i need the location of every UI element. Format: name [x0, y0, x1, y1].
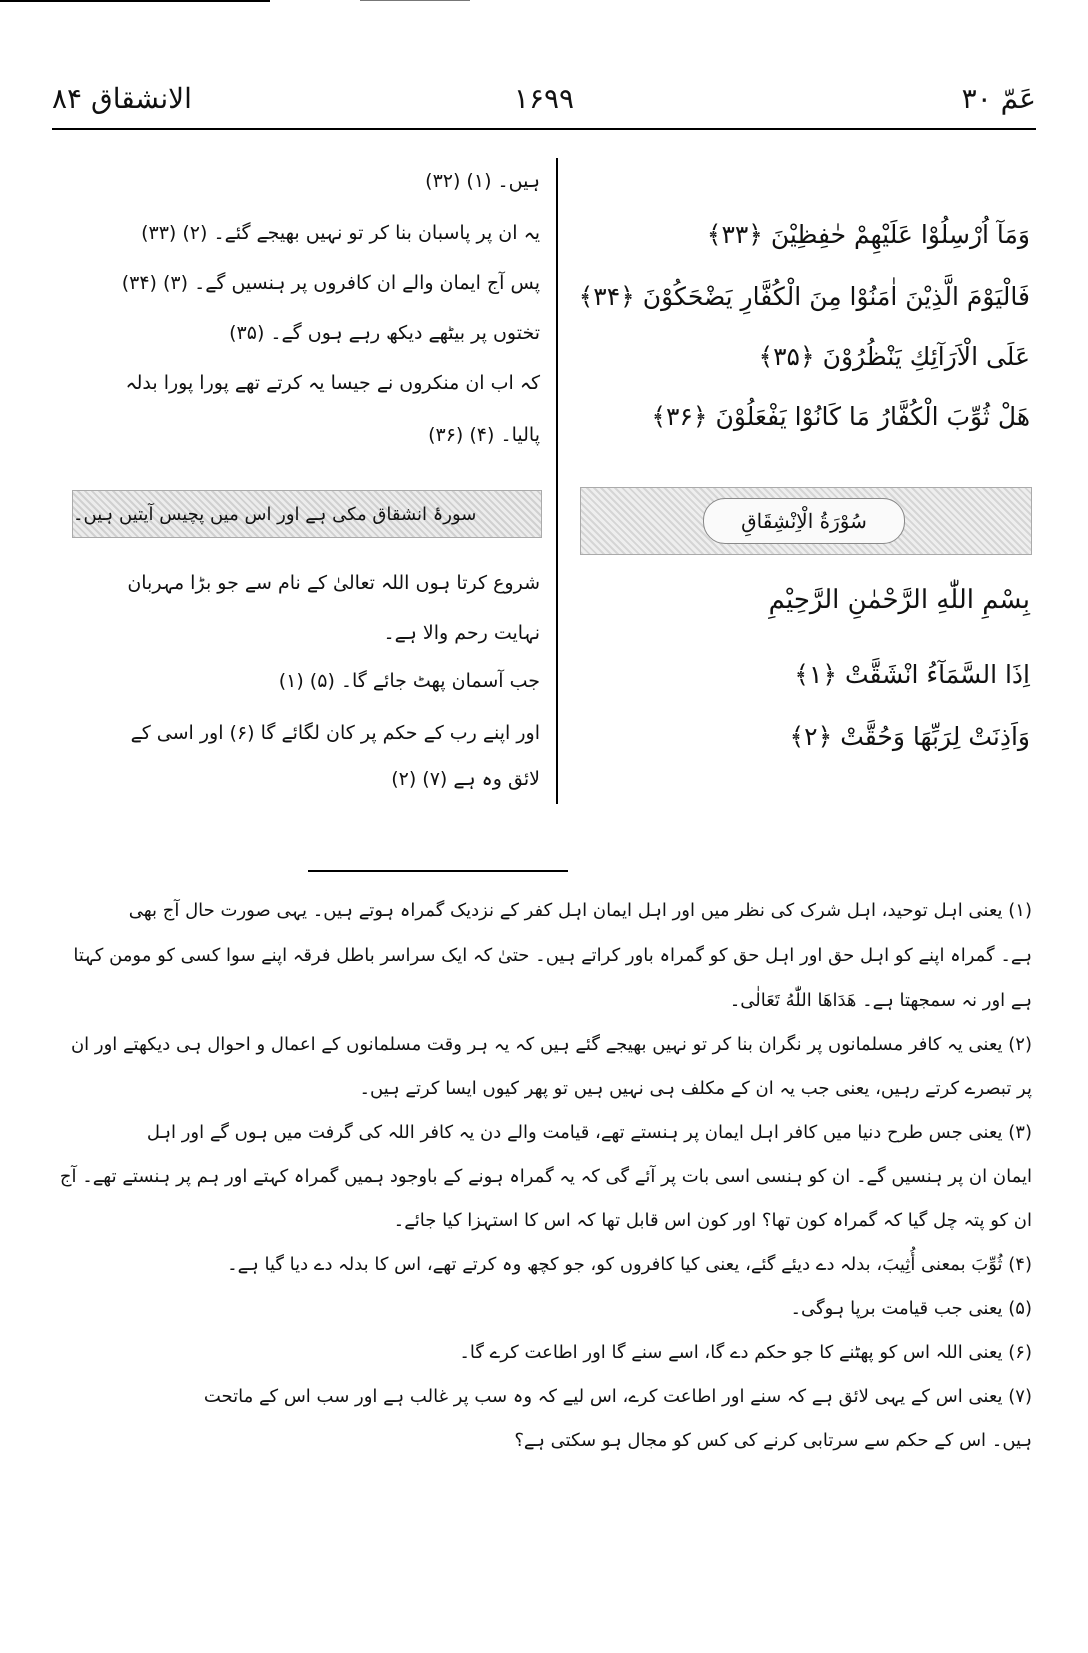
footnote-line: (۱) یعنی اہل توحید، اہل شرک کی نظر میں اور اہل ایمان اہل کفر کے نزدیک گمراہ ہوتے ہیں۔ یہی صورت حال آج بھی [128, 900, 1032, 921]
page-header [52, 82, 1036, 122]
footnote-line: (۴) ثُوِّبَ بمعنی أُثِيبَ، بدلہ دے دیئے گئے، یعنی کیا کافروں کو، جو کچھ وہ کرتے تھے، اس کا بدلہ دے دیا گیا ہے۔ [227, 1254, 1032, 1275]
footnote-line: (۶) یعنی اللہ اس کو پھٹنے کا جو حکم دے گا، اسے سنے گا اور اطاعت کرے گا۔ [459, 1342, 1032, 1363]
footnote-line: ہیں۔ اس کے حکم سے سرتابی کرنے کی کس کو مجال ہو سکتی ہے؟ [514, 1430, 1032, 1451]
footnote-line: (۳) یعنی جس طرح دنیا میں کافر اہل ایمان پر ہنستے تھے، قیامت والے دن یہ کافر اللہ کی گرفت میں ہوں گے اور اہل [146, 1122, 1032, 1143]
header-surah: الانشقاق ۸۴ [52, 82, 192, 115]
urdu-line: پس آج ایمان والے ان کافروں پر ہنسیں گے۔ (۳) (۳۴) [121, 272, 540, 294]
urdu-line: لائق وہ ہے (۷) (۲) [391, 768, 540, 790]
arabic-verse: اِذَا السَّمَآءُ انْشَقَّتْ ﴿۱﴾ [794, 660, 1030, 689]
surah-title: سُوْرَةُ الْاِنْشِقَاقِ [703, 498, 905, 544]
urdu-line: شروع کرتا ہوں اللہ تعالیٰ کے نام سے جو بڑا مہربان [127, 572, 540, 594]
arabic-verse: عَلَى الْاَرَآئِكِ يَنْظُرُوْنَ ﴿۳۵﴾ [758, 342, 1030, 371]
column-divider [556, 158, 558, 804]
bismillah: بِسْمِ اللّٰهِ الرَّحْمٰنِ الرَّحِيْمِ [768, 585, 1030, 615]
footnote-line: ان کو پتہ چل گیا کہ گمراہ کون تھا؟ اور کون اس قابل تھا کہ اس کا استہزا کیا جائے۔ [393, 1210, 1032, 1231]
urdu-line: اور اپنے رب کے حکم پر کان لگائے گا (۶) اور اسی کے [130, 722, 540, 744]
urdu-line: کہ اب ان منکروں نے جیسا یہ کرتے تھے پورا پورا بدلہ [125, 372, 540, 394]
urdu-line: نہایت رحم والا ہے۔ [383, 622, 540, 644]
arabic-verse: وَمَآ اُرْسِلُوْا عَلَيْهِمْ حٰفِظِيْنَ ﴿۳۳﴾ [706, 220, 1030, 249]
footnote-line: (۵) یعنی جب قیامت برپا ہوگی۔ [790, 1298, 1032, 1319]
footnote-line: (۷) یعنی اس کے یہی لائق ہے کہ سنے اور اطاعت کرے، اس لیے کہ وہ سب پر غالب ہے اور سب اس کے ماتحت [203, 1386, 1032, 1407]
arabic-verse: وَاَذِنَتْ لِرَبِّهَا وَحُقَّتْ ﴿۲﴾ [789, 722, 1030, 751]
footnote-line: ہے۔ گمراہ اپنے کو اہل حق اور اہل حق کو گمراہ باور کراتے ہیں۔ حتیٰ کہ ایک سراسر باطل فرقہ اپنے سوا کسی کو مومن کہتا [73, 945, 1032, 966]
urdu-line: تختوں پر بیٹھے دیکھ رہے ہوں گے۔ (۳۵) [229, 322, 540, 344]
header-para: عَمّ ۳۰ [961, 82, 1036, 115]
header-rule [52, 128, 1036, 130]
arabic-verse: هَلْ ثُوِّبَ الْكُفَّارُ مَا كَانُوْا يَفْعَلُوْنَ ﴿۳۶﴾ [651, 402, 1030, 431]
footnote-line: ایمان ان پر ہنسیں گے۔ ان کو ہنسی اسی بات پر آئے گی کہ یہ گمراہ ہونے کے باوجود ہمیں گمراہ کہتے اور ہم پر ہنستے تھے۔ آج [59, 1166, 1032, 1187]
urdu-line: یہ ان پر پاسبان بنا کر تو نہیں بھیجے گئے۔ (۲) (۳۳) [141, 222, 540, 244]
arabic-verse: فَالْيَوْمَ الَّذِيْنَ اٰمَنُوْا مِنَ الْكُفَّارِ يَضْحَكُوْنَ ﴿۳۴﴾ [578, 282, 1030, 311]
footnote-line: پر تبصرے کرتے رہیں، یعنی جب یہ ان کے مکلف ہی نہیں ہیں تو پھر کیوں ایسا کرتے ہیں۔ [359, 1078, 1032, 1099]
surah-title-banner [580, 487, 1032, 555]
header-page-number: ۱۶۹۹ [513, 82, 575, 115]
urdu-surah-banner: سورۂ انشقاق مکی ہے اور اس میں پچیس آیتیں ہیں۔ [72, 490, 542, 538]
urdu-line: ہیں۔ (۱) (۳۲) [425, 170, 540, 192]
footnote-rule [308, 870, 568, 872]
footnote-line: (۲) یعنی یہ کافر مسلمانوں پر نگران بنا کر تو نہیں بھیجے گئے ہیں کہ یہ ہر وقت مسلمانوں کے اعمال و احوال ہی دیکھتے اور ان [70, 1034, 1032, 1055]
footnote-line: ہے اور نہ سمجھتا ہے۔ هَدَاهَا اللّٰهُ تَعَالٰى۔ [729, 990, 1032, 1011]
urdu-line: پالیا۔ (۴) (۳۶) [428, 424, 540, 446]
urdu-line: جب آسمان پھٹ جائے گا۔ (۵) (۱) [278, 670, 540, 692]
